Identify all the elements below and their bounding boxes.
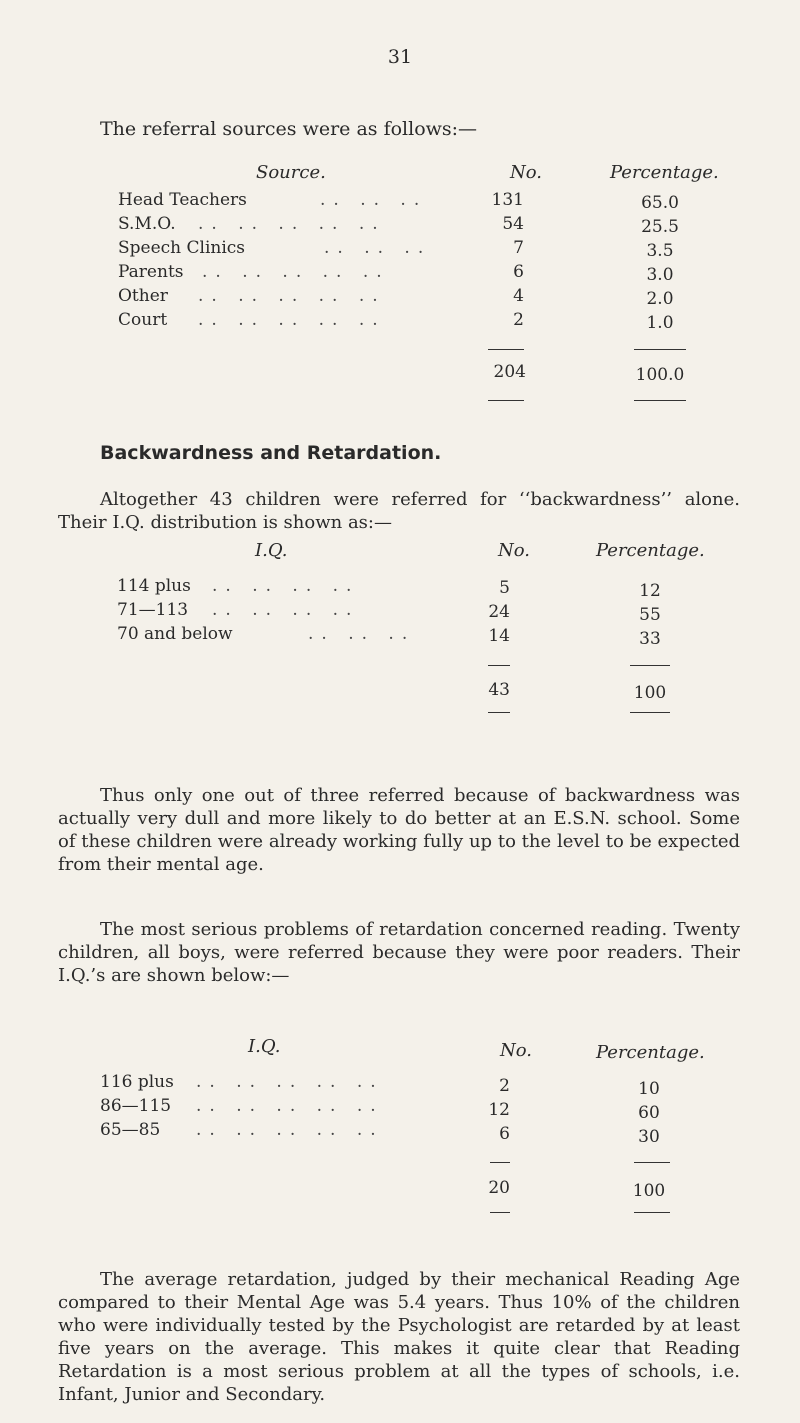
leader-dots: .. .. .. .. ..: [198, 286, 386, 306]
row-label: Other: [118, 286, 168, 306]
referral-col-source: Source.: [256, 162, 326, 183]
row-pct: 3.0: [646, 265, 674, 285]
row-label: 116 plus: [100, 1072, 174, 1092]
leader-dots: .. .. ..: [320, 190, 428, 210]
leader-dots: .. .. .. .. ..: [196, 1120, 384, 1140]
row-pct: 3.5: [646, 241, 674, 261]
iq-table-col-iq: I.Q.: [255, 540, 288, 561]
paragraph-text: The average retardation, judged by their mechanical Reading Age compared to their Mental Age was 5.4 years. Thus 10% of the children who were individually tested by the Psychologist are retarded by at least five years on the average. This makes it quite clear that Reading Retardation is a most serious problem at all the types of schools, i.e. Infant, Junior and Secondary.: [58, 1269, 740, 1405]
leader-dots: .. .. .. .. ..: [196, 1096, 384, 1116]
row-no: 5: [499, 578, 510, 598]
leader-dots: .. .. .. .. ..: [198, 310, 386, 330]
iq-table2-col-pct: Percentage.: [596, 1042, 705, 1063]
row-pct: 30: [638, 1127, 660, 1147]
row-no: 7: [513, 238, 524, 258]
row-no: 2: [499, 1076, 510, 1096]
leader-dots: .. .. .. .. ..: [202, 262, 390, 282]
total-rule: [488, 349, 524, 350]
row-pct: 2.0: [646, 289, 674, 309]
leader-dots: .. .. .. ..: [212, 576, 360, 596]
backwardness-paragraph: [58, 488, 740, 534]
total-rule: [630, 712, 670, 713]
total-rule: [634, 1212, 670, 1213]
backwardness-total-pct: 100: [633, 683, 667, 703]
row-no: 131: [491, 190, 524, 210]
row-label: 65—85: [100, 1120, 161, 1140]
row-pct: 1.0: [646, 313, 674, 333]
page-number: 31: [387, 46, 413, 68]
total-rule: [490, 1212, 510, 1213]
iq-table-col-no: No.: [498, 540, 530, 561]
paragraph-text: Altogether 43 children were referred for ‘‘backwardness’’ alone. Their I.Q. distribution is shown as:—: [58, 489, 740, 533]
row-no: 2: [513, 310, 524, 330]
referral-col-no: No.: [510, 162, 542, 183]
backwardness-total-no: 43: [488, 680, 510, 700]
row-label: Head Teachers: [118, 190, 247, 210]
leader-dots: .. .. ..: [308, 624, 416, 644]
total-rule: [634, 349, 686, 350]
total-rule: [634, 400, 686, 401]
total-rule: [488, 400, 524, 401]
row-no: 4: [513, 286, 524, 306]
total-rule: [488, 712, 510, 713]
row-pct: 10: [638, 1079, 660, 1099]
paragraph-text: The most serious problems of retardation concerned reading. Twenty children, all boys, were referred because they were poor readers. Their I.Q.’s are shown below:—: [58, 919, 740, 986]
row-label: 70 and below: [117, 624, 233, 644]
row-no: 6: [513, 262, 524, 282]
retardation-total-pct: 100: [632, 1181, 666, 1201]
row-pct: 12: [639, 581, 661, 601]
total-rule: [634, 1162, 670, 1163]
retardation-total-no: 20: [488, 1178, 510, 1198]
referral-col-pct: Percentage.: [610, 162, 719, 183]
row-no: 54: [502, 214, 524, 234]
iq-table-col-pct: Percentage.: [596, 540, 705, 561]
row-no: 6: [499, 1124, 510, 1144]
iq-table2-col-no: No.: [500, 1040, 532, 1061]
referral-intro: The referral sources were as follows:—: [100, 118, 478, 140]
row-pct: 25.5: [641, 217, 679, 237]
row-label: S.M.O.: [118, 214, 176, 234]
section-heading: Backwardness and Retardation.: [100, 442, 442, 464]
leader-dots: .. .. ..: [324, 238, 432, 258]
row-label: Parents: [118, 262, 184, 282]
row-label: 86—115: [100, 1096, 172, 1116]
row-pct: 65.0: [641, 193, 679, 213]
row-pct: 33: [639, 629, 661, 649]
paragraph-text: Thus only one out of three referred because of backwardness was actually very dull and more likely to do better at an E.S.N. school. Some of these children were already working fully up to the level to be expected from their mental age.: [58, 785, 740, 875]
retardation-paragraph: [58, 918, 740, 987]
row-pct: 60: [638, 1103, 660, 1123]
referral-total-pct: 100.0: [635, 365, 685, 385]
referral-total-no: 204: [493, 362, 526, 382]
row-label: 114 plus: [117, 576, 191, 596]
row-no: 12: [488, 1100, 510, 1120]
leader-dots: .. .. .. .. ..: [198, 214, 386, 234]
total-rule: [488, 665, 510, 666]
row-label: 71—113: [117, 600, 189, 620]
total-rule: [490, 1162, 510, 1163]
row-no: 14: [488, 626, 510, 646]
row-label: Court: [118, 310, 168, 330]
thus-paragraph: [58, 784, 740, 876]
row-pct: 55: [639, 605, 661, 625]
row-no: 24: [488, 602, 510, 622]
row-label: Speech Clinics: [118, 238, 246, 258]
leader-dots: .. .. .. ..: [212, 600, 360, 620]
iq-table2-col-iq: I.Q.: [248, 1036, 281, 1057]
total-rule: [630, 665, 670, 666]
final-paragraph: [58, 1268, 740, 1406]
leader-dots: .. .. .. .. ..: [196, 1072, 384, 1092]
